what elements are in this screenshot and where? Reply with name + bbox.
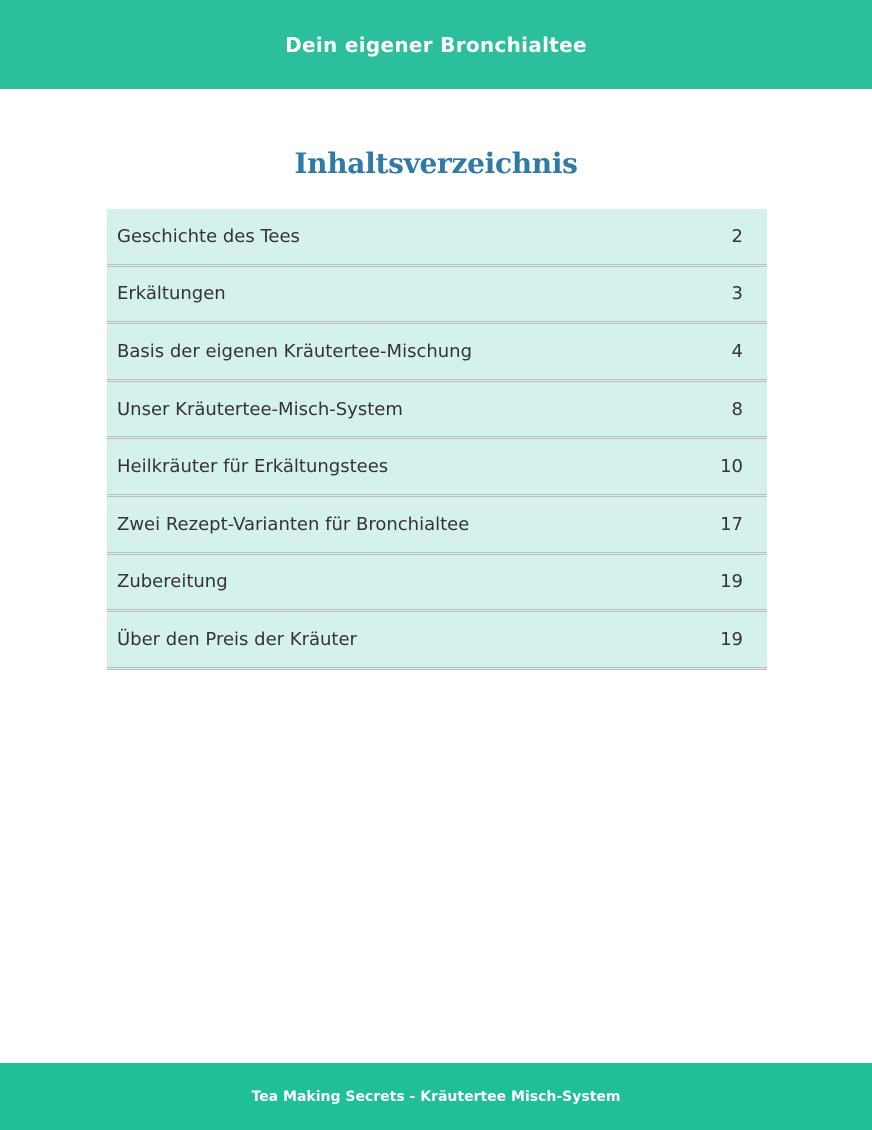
toc-table <box>107 209 767 670</box>
toc-entry-label: Heilkräuter für Erkältungstees <box>117 456 389 478</box>
toc-row-preis[interactable] <box>107 612 767 670</box>
toc-entry-page: 17 <box>720 513 743 535</box>
footer-text: Tea Making Secrets - Kräutertee Misch-System <box>251 1088 621 1105</box>
toc-row-geschichte[interactable] <box>107 209 767 267</box>
toc-row-rezept-varianten[interactable] <box>107 497 767 555</box>
toc-entry-label: Zwei Rezept-Varianten für Bronchialtee <box>117 513 470 535</box>
toc-entry-page: 2 <box>731 225 743 247</box>
toc-row-zubereitung[interactable] <box>107 555 767 613</box>
toc-row-erkaeltungen[interactable] <box>107 267 767 325</box>
toc-row-basis[interactable] <box>107 324 767 382</box>
toc-entry-label: Zubereitung <box>117 571 228 593</box>
toc-entry-page: 19 <box>720 628 743 650</box>
page-footer <box>0 1063 872 1130</box>
toc-entry-label: Über den Preis der Kräuter <box>117 628 357 650</box>
toc-entry-page: 8 <box>731 398 743 420</box>
toc-entry-page: 3 <box>731 283 743 305</box>
toc-row-misch-system[interactable] <box>107 382 767 440</box>
toc-row-heilkraeuter[interactable] <box>107 439 767 497</box>
toc-entry-page: 19 <box>720 571 743 593</box>
toc-entry-page: 10 <box>720 456 743 478</box>
toc-entry-label: Unser Kräutertee-Misch-System <box>117 398 403 420</box>
toc-entry-page: 4 <box>731 340 743 362</box>
toc-entry-label: Basis der eigenen Kräutertee-Mischung <box>117 340 472 362</box>
page-header <box>0 0 872 89</box>
toc-heading: Inhaltsverzeichnis <box>294 146 578 180</box>
header-title: Dein eigener Bronchialtee <box>285 32 587 57</box>
toc-entry-label: Geschichte des Tees <box>117 225 300 247</box>
toc-entry-label: Erkältungen <box>117 283 226 305</box>
